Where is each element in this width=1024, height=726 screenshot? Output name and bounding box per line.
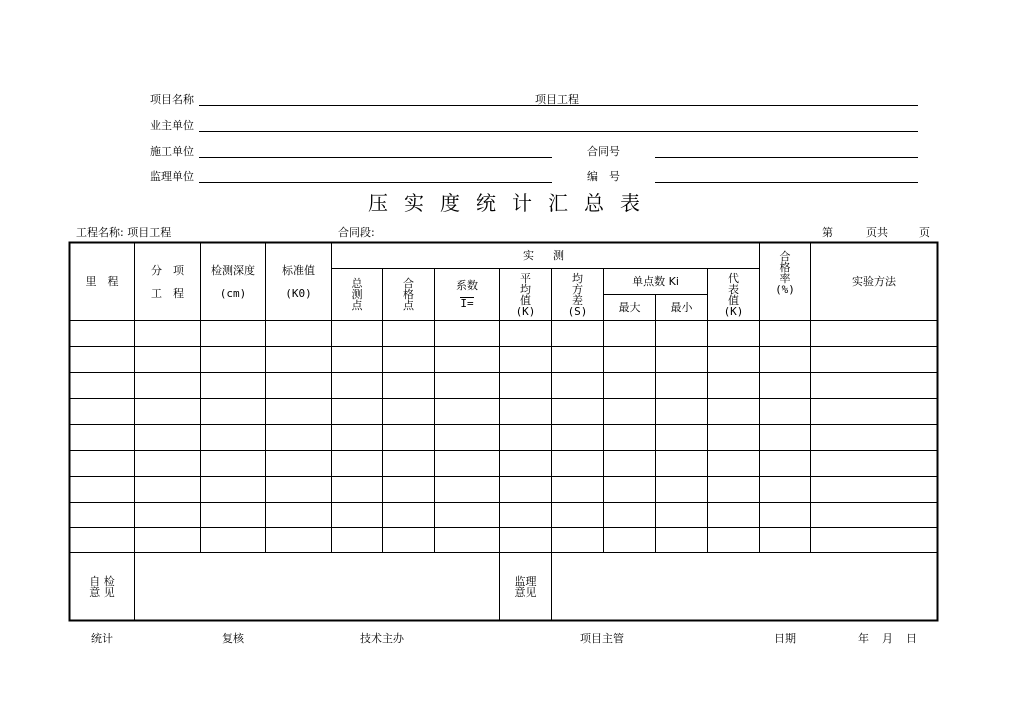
serial-label: 编 号	[587, 170, 620, 183]
sig-year: 年	[858, 632, 869, 645]
supervision-field[interactable]	[552, 553, 937, 620]
project-name-meta: 工程名称: 项目工程	[76, 226, 172, 239]
sig-day: 日	[906, 632, 917, 645]
owner-label: 业主单位	[150, 119, 194, 132]
sig-stats: 统计	[91, 632, 113, 645]
form-title: 压实度统计汇总表	[368, 191, 656, 215]
col-coefficient: 系数 I=	[456, 279, 478, 310]
col-single-point: 单点数 Ki	[632, 274, 679, 288]
col-mileage: 里 程	[85, 274, 119, 288]
col-min: 最小	[670, 300, 693, 314]
sig-review: 复核	[222, 632, 244, 645]
supervision-label: 监理 意见	[514, 574, 537, 599]
col-qualified-points: 合 格 点	[403, 277, 414, 312]
self-check-label: 自 检 意 见	[89, 574, 115, 599]
contractor-label: 施工单位	[150, 145, 194, 158]
self-check-field[interactable]	[135, 553, 499, 620]
col-measured: 实 测	[523, 248, 568, 262]
sig-project-manager: 项目主管	[580, 632, 624, 645]
col-representative: 代 表 值 (K)	[723, 271, 744, 318]
page-mid: 页共	[866, 226, 888, 239]
col-depth: 检测深度 (cm)	[211, 263, 255, 300]
sig-month: 月	[882, 632, 893, 645]
col-pass-rate: 合 格 率 (%)	[775, 250, 795, 296]
contract-section-label: 合同段:	[338, 226, 375, 239]
contract-no-label: 合同号	[587, 145, 620, 158]
page-prefix: 第	[822, 226, 833, 239]
col-test-method: 实验方法	[852, 274, 896, 288]
project-name-label: 项目名称	[150, 93, 194, 106]
col-variance: 均 方 差 (S)	[567, 271, 588, 318]
sig-date: 日期	[774, 632, 796, 645]
project-name-value: 项目工程	[535, 93, 579, 106]
supervisor-label: 监理单位	[150, 170, 194, 183]
col-standard: 标准值 (K0)	[282, 263, 315, 300]
col-total-points: 总 测 点	[351, 277, 363, 312]
col-mean: 平 均 值 (K)	[515, 271, 536, 318]
page-suffix: 页	[919, 226, 930, 239]
col-max: 最大	[618, 300, 641, 314]
sig-tech-lead: 技术主办	[360, 632, 404, 645]
col-sub-item: 分 项 工 程	[151, 263, 184, 300]
